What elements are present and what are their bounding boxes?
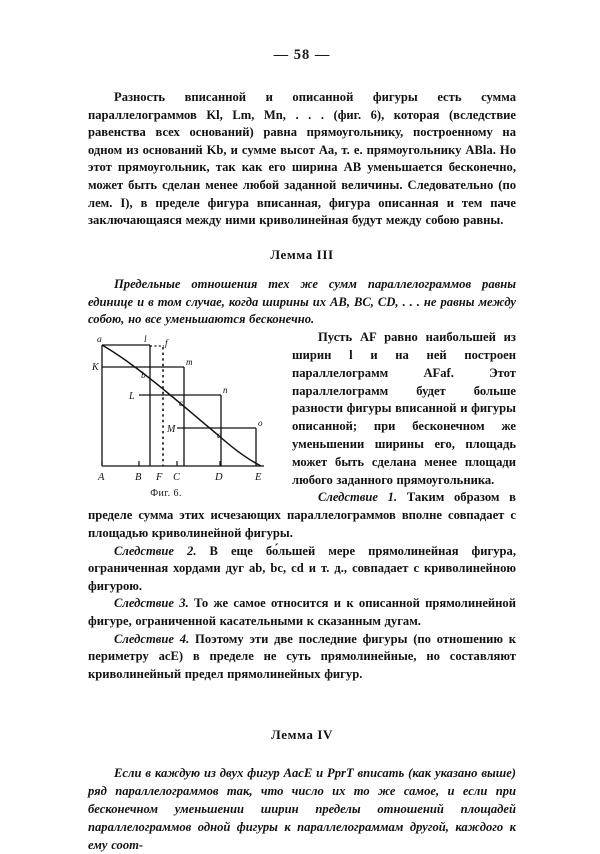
corollary-4-label: Следствие 4.: [114, 631, 190, 646]
corollary-3-label: Следствие 3.: [114, 596, 189, 611]
figure-label-d: d: [217, 431, 222, 442]
figure-6: [88, 333, 284, 499]
figure-label-n: n: [223, 385, 228, 396]
lemma-4-heading: Лемма IV: [271, 727, 333, 743]
corollary-4-text: Поэтому эти две последние фигуры (по отношению к периметру acE) в пределе не суть прямолинейные, но составляют криволинейный предел прямолинейных фигур.: [88, 631, 516, 681]
page-content: [88, 0, 516, 854]
figure-label-A: A: [98, 472, 105, 484]
figure-label-E: E: [255, 472, 262, 484]
lemma-4-statement: Если в каждую из двух фигур AacE и PprT вписать (как указано выше) ряд параллелограммов так, что число их то же самое, и если при бесконечном уменьшении ширин пределы отношений площадей параллелограммов одной фигуры к параллелограммам другой, каждого к ему соот-: [88, 766, 516, 852]
corollary-2-text: В еще бо́льшей мере прямолинейная фигура, ограниченная хордами дуг ab, bc, cd и т. д., совпадает с криволинейною фигурою.: [88, 543, 516, 593]
corollary-4: [88, 631, 516, 684]
figure-label-F: F: [156, 472, 163, 484]
corollary-3-text: То же самое относится и к описанной прямолинейной фигуре, ограниченной касательными к сказанным дугам.: [88, 596, 516, 629]
figure-label-a: a: [97, 335, 102, 346]
figure-6-drawing: [88, 333, 278, 485]
figure-label-B: B: [135, 472, 142, 484]
figure-label-D: D: [215, 472, 223, 484]
paragraph-intro: Разность вписанной и описанной фигуры есть сумма параллелограммов Kl, Lm, Mn, . . . (фиг. 6), которая (вследствие равенства всех оснований) равна прямоугольнику, построенному на одном из оснований Kb, и сумме высот Aa, т. е. прямоугольнику ABla. Но этот прямоугольник, так как его ширина AB уменьшается бесконечно, может быть сделан менее любой заданной величины. Следовательно (по лем. I), в пределе фигура вписанная, фигура описанная и тем паче заключающаяся между ними криволинейная будут между собою равны.: [88, 90, 516, 228]
corollary-3: [88, 595, 516, 630]
figure-label-K: K: [92, 362, 99, 374]
figure-label-l: l: [144, 335, 147, 346]
figure-label-o: o: [258, 418, 263, 429]
figure-6-caption: Фиг. 6.: [150, 488, 182, 500]
figure-label-b: b: [141, 371, 146, 382]
figure-label-C: C: [173, 472, 181, 484]
figure-label-c: c: [179, 399, 184, 410]
figure-6-svg: [88, 333, 278, 485]
lemma-3-statement: Предельные отношения тех же сумм параллелограммов равны единице и в том случае, когда ширины их AB, BC, CD, . . . не равны между собою, но все уменьшаются бесконечно.: [88, 276, 516, 327]
page-number: — 58 —: [273, 47, 331, 63]
lemma-3-heading: Лемма III: [270, 246, 334, 262]
figure-label-m: m: [186, 357, 193, 368]
corollary-2-label: Следствие 2.: [114, 543, 197, 558]
figure-label-f: f: [165, 339, 168, 350]
figure-label-M: M: [167, 424, 176, 436]
corollary-2: [88, 543, 516, 596]
lemma-3-proof: Пусть AF равно наибольшей из ширин l и на ней построен параллелограмм AFaf. Этот параллелограмм будет больше разности фигуры вписанной и фигуры описанной; при бесконечном же уменьшении ширины его, площадь может быть сделана менее площади любого заданного прямоугольника.: [292, 330, 516, 487]
figure-label-L: L: [129, 391, 135, 403]
figure-and-text-block: [88, 329, 516, 543]
corollary-1-text: Таким образом в пределе сумма этих исчезающих параллелограммов вполне совпадает с площадью криволинейной фигуры.: [88, 490, 516, 540]
corollary-1-label: Следствие 1.: [318, 490, 398, 505]
